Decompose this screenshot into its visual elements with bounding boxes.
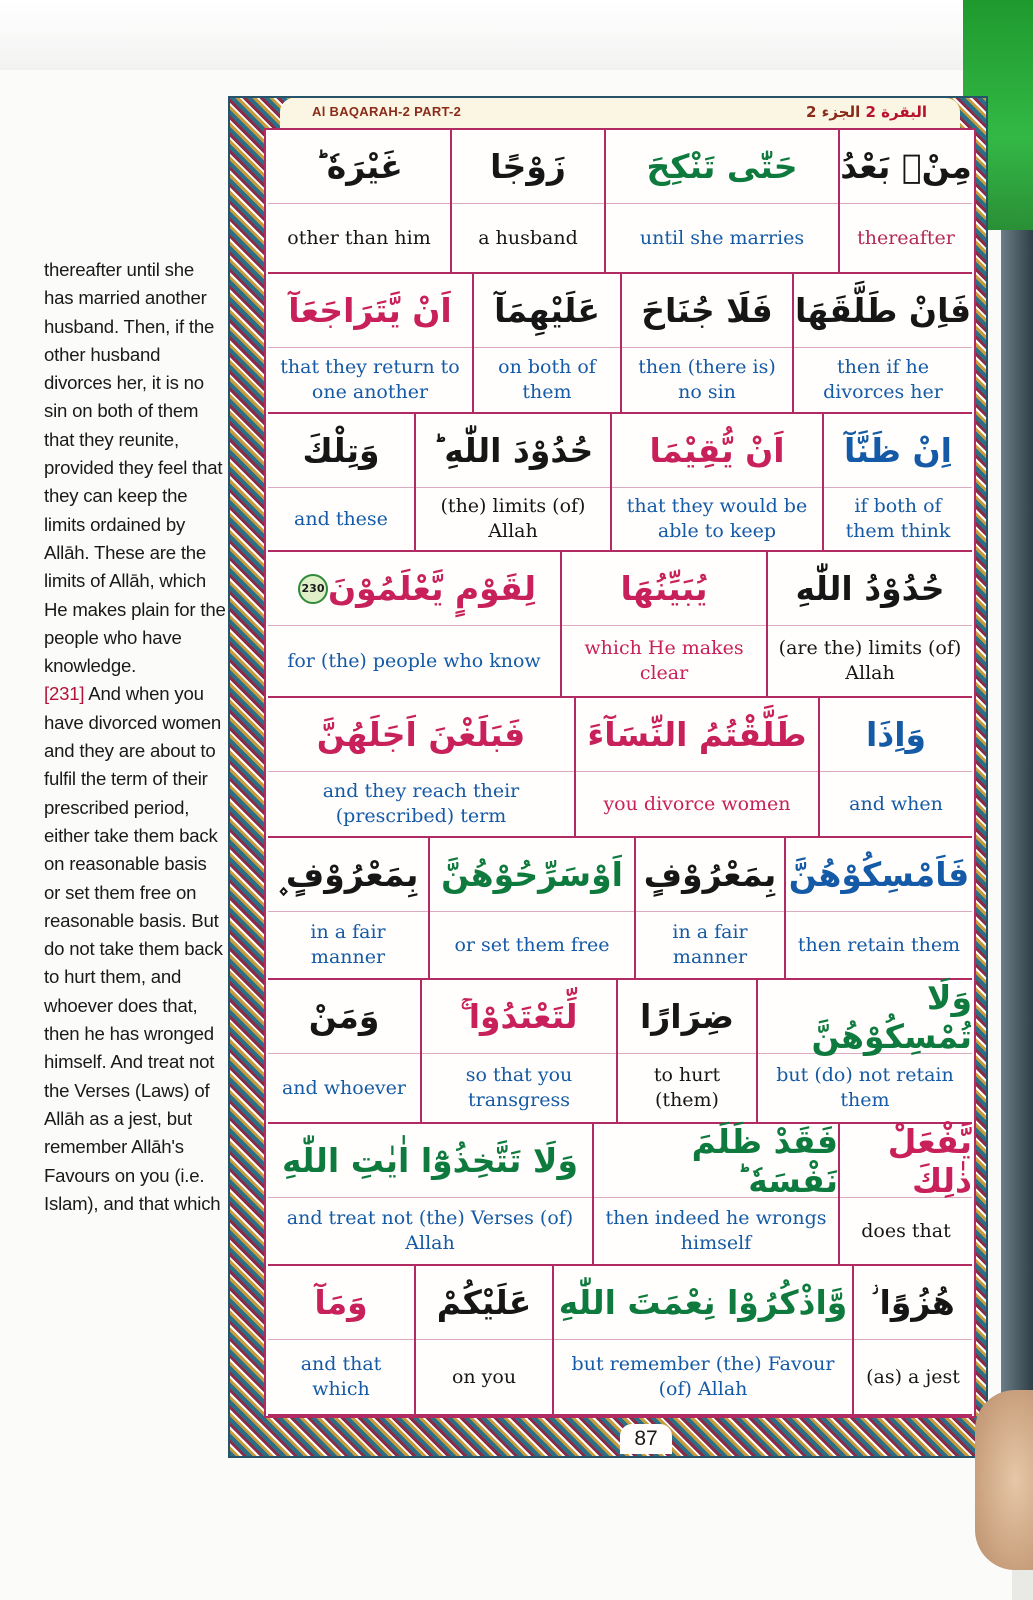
grid-row xyxy=(268,274,972,414)
english-meaning: until she marries xyxy=(639,226,805,249)
english-meaning: and these xyxy=(294,507,388,530)
arabic-word: فَاَمْسِكُوْهُنَّ xyxy=(786,838,972,912)
word-cell xyxy=(756,977,972,1122)
grid-row xyxy=(268,1121,972,1266)
word-cell xyxy=(268,980,420,1122)
word-cell xyxy=(450,130,604,272)
arabic-word: غَيْرَهٗ ؕ xyxy=(268,130,450,204)
english-meaning: that they would be able to keep xyxy=(626,495,808,542)
side-translation xyxy=(44,256,226,1218)
word-cell xyxy=(616,980,756,1122)
word-cell xyxy=(268,838,428,978)
arabic-word: وَلَا تُمْسِكُوْهُنَّ xyxy=(758,980,972,1054)
english-meaning: thereafter xyxy=(857,226,955,249)
arabic-word: اَنْ يَّتَرَاجَعَآ xyxy=(268,274,472,348)
word-cell xyxy=(574,698,818,836)
english-meaning: or set them free xyxy=(454,933,610,956)
word-cell xyxy=(852,1266,972,1414)
arabic-word: وَّاذْكُرُوْا نِعْمَتَ اللّٰهِ xyxy=(554,1266,852,1340)
word-cell xyxy=(552,1266,852,1414)
verse-end-marker: 230 xyxy=(298,574,328,604)
word-cell xyxy=(268,414,414,550)
grid-row xyxy=(268,698,972,838)
word-cell xyxy=(560,552,766,696)
english-meaning: then (there is) no sin xyxy=(638,356,776,403)
arabic-word: بِمَعْرُوْفٍ ۪ xyxy=(268,838,428,912)
book-spine-edge xyxy=(1001,230,1033,1530)
word-cell xyxy=(792,274,972,412)
arabic-word: فَبَلَغْنَ اَجَلَهُنَّ xyxy=(268,698,574,772)
header-left: Al BAQARAH-2 PART-2 xyxy=(312,104,462,119)
arabic-word: وَمَنْ xyxy=(268,980,420,1054)
word-cell xyxy=(604,130,838,272)
word-cell xyxy=(268,552,560,696)
word-cell xyxy=(472,274,620,412)
english-meaning: and they reach their (prescribed) term xyxy=(322,780,520,827)
english-meaning: in a fair manner xyxy=(310,921,386,968)
word-cell xyxy=(838,1121,972,1264)
word-cell xyxy=(610,414,822,550)
arabic-word: لِّتَعْتَدُوْا ۚ xyxy=(422,980,616,1054)
english-meaning: and when xyxy=(849,792,943,815)
header-right xyxy=(806,103,927,121)
word-cell xyxy=(822,414,972,550)
word-cell xyxy=(592,1121,838,1264)
arabic-word: حَتّٰى تَنْكِحَ xyxy=(606,130,838,204)
word-cell xyxy=(268,274,472,412)
english-meaning: but remember (the) Favour (of) Allah xyxy=(571,1353,835,1400)
english-meaning: does that xyxy=(861,1219,951,1242)
word-cell xyxy=(414,414,610,550)
english-meaning: a husband xyxy=(478,226,578,249)
english-meaning: (are the) limits (of) Allah xyxy=(778,637,962,684)
grid-row xyxy=(268,414,972,552)
word-cell xyxy=(414,1266,552,1414)
word-cell xyxy=(766,552,972,696)
verse-number: [231] xyxy=(44,683,85,705)
arabic-word: عَلَيْكُمْ xyxy=(416,1266,552,1340)
arabic-word: عَلَيْهِمَآ xyxy=(474,274,620,348)
english-meaning: then indeed he wrongs himself xyxy=(605,1207,827,1254)
english-meaning: other than him xyxy=(287,226,431,249)
arabic-word: فَلَا جُنَاحَ xyxy=(622,274,792,348)
word-cell xyxy=(268,1124,592,1264)
arabic-word: ضِرَارًا xyxy=(618,980,756,1054)
word-cell xyxy=(620,274,792,412)
translation-para-2: And when you have divorced women and they are about to fulfil the term of their prescribed period, either take them back on reasonable basis or set them free on reasonable basis. But do not take them back to hurt them, and whoever does that, then he has wronged himself. And treat not the Verses (Laws) of Allāh as a jest, but remember Allāh's Favours on you (i.e. Islam), and that which xyxy=(44,683,223,1214)
word-cell xyxy=(838,130,972,272)
word-cell xyxy=(784,838,972,978)
english-meaning: if both of them think xyxy=(845,495,951,542)
arabic-word: وَتِلْكَ xyxy=(268,414,414,488)
arabic-word: وَلَا تَتَّخِذُوْٓا اٰيٰتِ اللّٰهِ xyxy=(268,1124,592,1198)
grid-row xyxy=(268,838,972,980)
word-cell xyxy=(428,838,634,978)
english-meaning: but (do) not retain them xyxy=(776,1064,954,1111)
word-cell xyxy=(268,130,450,272)
arabic-word: وَمَآ xyxy=(268,1266,414,1340)
english-meaning: then retain them xyxy=(797,933,961,956)
arabic-word: يُبَيِّنُهَا xyxy=(562,552,766,626)
arabic-word: اَوْسَرِّحُوْهُنَّ xyxy=(430,838,634,912)
header-surah: البقرة 2 xyxy=(865,103,928,121)
arabic-word: حُدُوْدَ اللّٰهِ ؕ xyxy=(416,414,610,488)
word-cell xyxy=(268,698,574,836)
header-part: الجزء 2 xyxy=(806,103,861,121)
arabic-word: زَوْجًا xyxy=(452,130,604,204)
arabic-word: اِنْ ظَنَّآ xyxy=(824,414,972,488)
grid-row xyxy=(268,130,972,274)
cover-top xyxy=(0,0,1033,70)
english-meaning: for (the) people who know xyxy=(287,649,541,672)
arabic-word: فَاِنْ طَلَّقَهَا xyxy=(794,274,972,348)
page-number: 87 xyxy=(620,1424,672,1454)
english-meaning: you divorce women xyxy=(603,792,791,815)
arabic-word: بِمَعْرُوْفٍ xyxy=(636,838,784,912)
word-cell xyxy=(634,838,784,978)
english-meaning: to hurt (them) xyxy=(653,1064,721,1111)
english-meaning: and that which xyxy=(300,1353,382,1400)
english-meaning: (as) a jest xyxy=(866,1365,960,1388)
english-meaning: on you xyxy=(451,1365,517,1388)
arabic-word: طَلَّقْتُمُ النِّسَآءَ xyxy=(576,698,818,772)
word-cell xyxy=(818,698,972,836)
english-meaning: that they return to one another xyxy=(280,356,460,403)
english-meaning: and treat not (the) Verses (of) Allah xyxy=(286,1207,574,1254)
grid-row xyxy=(268,977,972,1124)
english-meaning: (the) limits (of) Allah xyxy=(440,495,586,542)
arabic-word: مِنْۢ بَعْدُ xyxy=(840,130,972,204)
word-cell xyxy=(268,1266,414,1414)
english-meaning: in a fair manner xyxy=(672,921,748,968)
arabic-word: اَنْ يُّقِيْمَا xyxy=(612,414,822,488)
arabic-word: وَاِذَا xyxy=(820,698,972,772)
word-cell xyxy=(420,980,616,1122)
english-meaning: and whoever xyxy=(281,1076,406,1099)
english-meaning: then if he divorces her xyxy=(823,356,943,403)
translation-para-1: thereafter until she has married another husband. Then, if the other husband divorces her, it is no sin on both of them that they reunite, provided they feel that they can keep the limits ordained by Allāh. These are the limits of Allāh, which He makes plain for the people who have knowledge. xyxy=(44,259,226,677)
english-meaning: so that you transgress xyxy=(465,1064,573,1111)
arabic-word: لِقَوْمٍ يَّعْلَمُوْنَ 230 xyxy=(268,552,560,626)
english-meaning: on both of them xyxy=(498,356,596,403)
grid-row xyxy=(268,552,972,698)
grid-row xyxy=(268,1266,972,1416)
arabic-word: فَقَدْ ظَلَمَ نَفْسَهٗ ؕ xyxy=(594,1124,838,1198)
arabic-word: حُدُوْدُ اللّٰهِ xyxy=(768,552,972,626)
thumb xyxy=(975,1390,1033,1570)
english-meaning: which He makes clear xyxy=(584,637,744,684)
arabic-word: هُزُوًا ؗ xyxy=(854,1266,972,1340)
arabic-word: يَّفْعَلْ ذٰلِكَ xyxy=(840,1124,972,1198)
